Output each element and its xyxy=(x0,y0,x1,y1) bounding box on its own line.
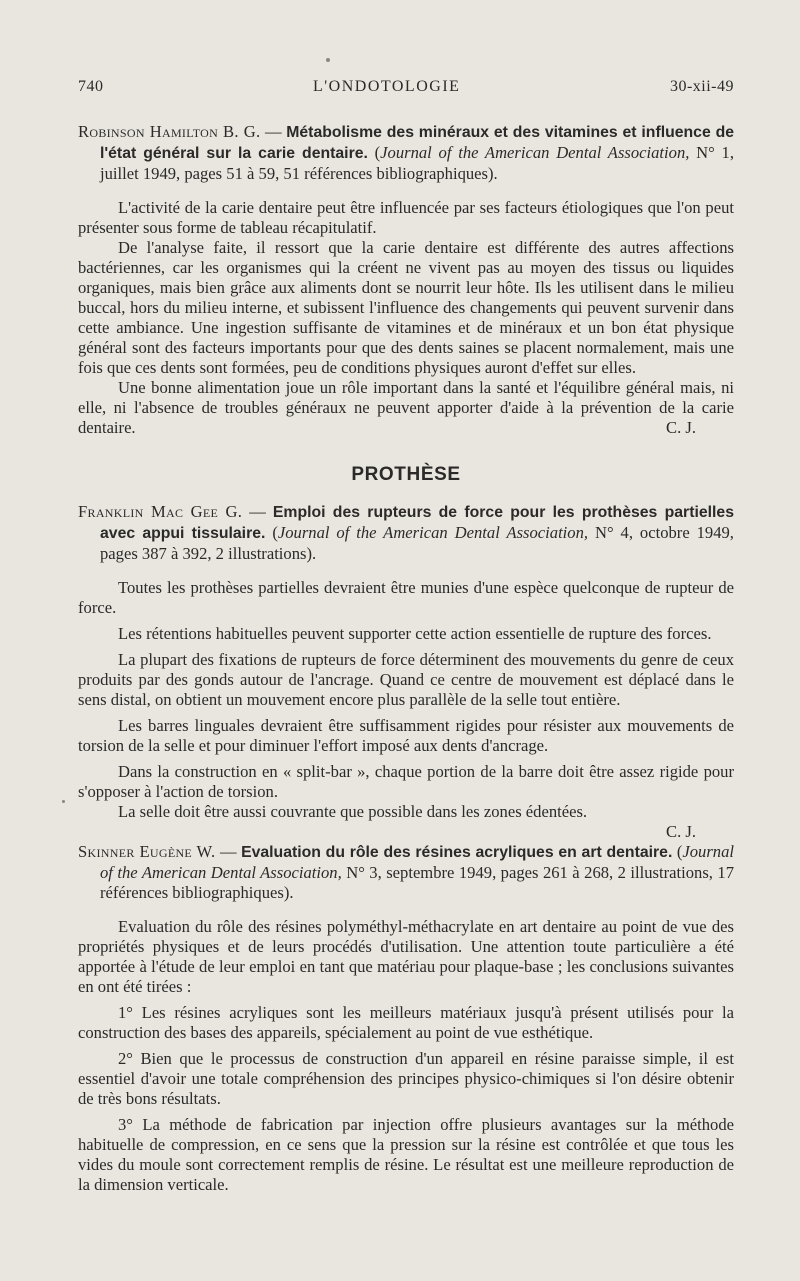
entry-1-ref-rest: N° 1, juillet 1949, pages 51 à 59, 51 références bibliographiques). xyxy=(100,143,734,183)
entry-1-paragraph: De l'analyse faite, il ressort que la carie dentaire est différente des autres affections bactériennes, car les organismes qui la créent ne vivent pas au moyen des tissus ou liquides organiques, mais bien grâce aux aliments dont se nourrit leur hôte. Ils les utilisent dans le milieu buccal, hors du milieu interne, et subissent l'influence des changements qui peuvent survenir dans cette ambiance. Une ingestion suffisante de vitamines et de minéraux et un bon état physique général sont des facteurs importants pour que des dents saines se placent normalement, mais une fois que ces dents sont formées, peu de conditions physiques auront d'effet sur elles. xyxy=(78,238,734,377)
entry-1-source: Journal of the American Dental Association, xyxy=(380,143,690,162)
page-number: 740 xyxy=(78,78,104,95)
entry-1-dash: — xyxy=(260,122,287,141)
scan-speck xyxy=(62,800,65,803)
entry-2-heading xyxy=(78,502,734,564)
entry-3-title: Evaluation du rôle des résines acryliques en art dentaire. xyxy=(241,844,673,861)
entry-1-title: Métabolisme des minéraux et des vitamines et influence de l'état général sur la carie dentaire. xyxy=(100,124,735,162)
entry-2-title: Emploi des rupteurs de force pour les prothèses partielles avec appui tissulaire. xyxy=(100,504,734,542)
entry-3-dash: — xyxy=(215,842,242,861)
entry-2-signature: C. J. xyxy=(666,822,696,841)
entry-3-paragraph: 2° Bien que le processus de construction d'un appareil en résine paraisse simple, il est essentiel d'avoir une totale compréhension des principes physico-chimiques si l'on désire obtenir de très bons résultats. xyxy=(78,1049,734,1108)
entry-1-author: Robinson Hamilton B. G. xyxy=(78,122,261,141)
entry-1-signature: C. J. xyxy=(666,418,696,437)
entry-2-paragraph: Les barres linguales devraient être suffisamment rigides pour résister aux mouvements de torsion de la selle et pour diminuer l'effort imposé aux dents d'ancrage. xyxy=(78,716,734,755)
entry-2-dash: — xyxy=(242,502,273,521)
entry-2-paragraph: Toutes les prothèses partielles devraient être munies d'une espèce quelconque de rupteur de force. xyxy=(78,578,734,617)
entry-3-ref-open: ( xyxy=(672,842,683,861)
entry-2-ref-open: ( xyxy=(265,523,278,542)
entry-1-ref-open: ( xyxy=(367,143,381,162)
entry-1-paragraph: L'activité de la carie dentaire peut être influencée par ses facteurs étiologiques que l'on peut présenter sous forme de tableau récapitulatif. xyxy=(78,198,734,237)
entry-2-paragraph: La plupart des fixations de rupteurs de force déterminent des mouvements du genre de ceux produits par des gonds autour de l'ancrage. Quand ce centre de mouvement est déplacé dans le sens distal, on obtient un mouvement encore plus parallèle de la selle tout entière. xyxy=(78,650,734,709)
entry-3-paragraph: 1° Les résines acryliques sont les meilleurs matériaux jusqu'à présent utilisés pour la construction des bases des appareils, spécialement au point de vue esthétique. xyxy=(78,1003,734,1042)
scan-speck xyxy=(326,58,330,62)
issue-date: 30-xii-49 xyxy=(669,78,734,95)
entry-2-source: Journal of the American Dental Association, xyxy=(277,523,589,542)
entry-3-author: Skinner Eugène W. xyxy=(78,842,216,861)
entry-3-paragraph: Evaluation du rôle des résines polyméthyl-méthacrylate en art dentaire au point de vue des propriétés physiques et de leurs procédés d'utilisation. Une attention toute particulière a été apportée à l'étude de leur emploi en tant que matériau pour plaque-base ; les conclusions suivantes en ont été tirées : xyxy=(78,917,734,996)
running-head xyxy=(78,78,734,96)
section-title: PROTHÈSE xyxy=(351,464,461,485)
entry-3-heading xyxy=(78,842,734,903)
entry-1-paragraph-text: Une bonne alimentation joue un rôle important dans la santé et l'équilibre général mais, ni elle, ni l'absence de troubles généraux ne peuvent apporter d'aide à la prévention de la carie dentaire. xyxy=(78,378,734,437)
entry-1-paragraph-last xyxy=(78,378,734,438)
entry-3-paragraph: 3° La méthode de fabrication par injection offre plusieurs avantages sur la méthode habituelle de compression, en ce sens que la pression sur la résine est contrôlée et que tous les vides du moule sont correctement remplis de résine. Le résultat est une meilleure reproduction de la dimension verticale. xyxy=(78,1115,734,1194)
entry-3-source: Journal of the American Dental Association, xyxy=(100,842,734,882)
entry-3-ref-rest: N° 3, septembre 1949, pages 261 à 268, 2 illustrations, 17 références bibliographiques). xyxy=(100,863,734,902)
entry-2-paragraph: La selle doit être aussi couvrante que possible dans les zones édentées. xyxy=(118,802,588,821)
journal-title: L'ONDOTOLOGIE xyxy=(313,78,461,95)
entry-1-heading xyxy=(78,122,734,184)
entry-2-author: Franklin Mac Gee G. xyxy=(78,502,243,521)
entry-2-ref-rest: N° 4, octobre 1949, pages 387 à 392, 2 illustrations). xyxy=(100,523,734,563)
entry-2-paragraph: Les rétentions habituelles peuvent supporter cette action essentielle de rupture des forces. xyxy=(118,624,712,643)
entry-2-paragraph: Dans la construction en « split-bar », chaque portion de la barre doit être assez rigide pour s'opposer à l'action de torsion. xyxy=(78,762,734,801)
